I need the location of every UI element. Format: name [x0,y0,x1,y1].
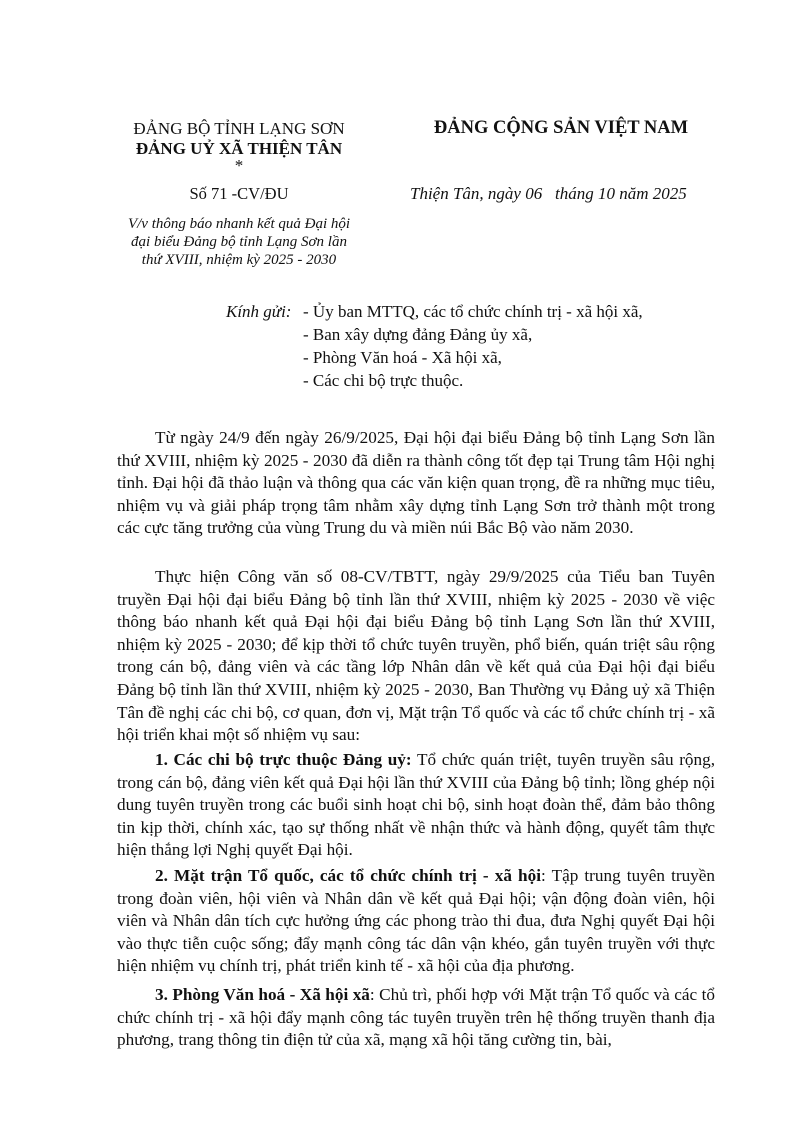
recipient-item: - Phòng Văn hoá - Xã hội xã, [303,348,502,367]
body-paragraph-request: Thực hiện Công văn số 08-CV/TBTT, ngày 29/9/2025 của Tiểu ban Tuyên truyền Đại hội đại biểu Đảng bộ tỉnh lần thứ XVIII, nhiệm kỳ 2025 - 2030 về việc thông báo nhanh kết quả Đại hội đại biểu Đảng bộ tỉnh Lạng Sơn lần thứ XVIII, nhiệm kỳ 2025 - 2030; để kịp thời tổ chức tuyên truyền, phổ biến, quán triệt sâu rộng trong cán bộ, đảng viên và các tầng lớp Nhân dân về kết quả của Đại hội đại biểu Đảng bộ tỉnh lần thứ XVIII, nhiệm kỳ 2025 - 2030, Ban Thường vụ Đảng uỷ xã Thiện Tân đề nghị các chi bộ, cơ quan, đơn vị, Mặt trận Tổ quốc và các tổ chức chính trị - xã hội triển khai một số nhiệm vụ sau: [117,567,715,745]
task-item-text: : Tập trung tuyên truyền trong đoàn viên, hội viên và Nhân dân về kết quả Đại hội; vận động đoàn viên, hội viên và Nhân dân tích cực hưởng ứng các phong trào thi đua, đưa Nghị quyết Đại hội vào thực tiễn cuộc sống; đẩy mạnh công tác dân vận khéo, gắn tuyên truyền với thực hiện nhiệm vụ chính trị, phát triển kinh tế - xã hội của địa phương. [117,866,716,976]
task-item-title: 3. Phòng Văn hoá - Xã hội xã [155,985,370,1004]
recipients-label: Kính gửi: [226,302,292,321]
org-line-commune: ĐẢNG UỶ XÃ THIỆN TÂN [135,139,343,158]
task-item-front-organizations [117,865,715,978]
subject-line: đại biểu Đảng bộ tỉnh Lạng Sơn lần [131,234,347,250]
recipient-item: - Các chi bộ trực thuộc. [303,371,464,390]
task-item-text: Tổ chức quán triệt, tuyên truyền sâu rộng, trong cán bộ, đảng viên kết quả Đại hội lần thứ XVIII của Đảng bộ tỉnh; lồng ghép nội dung tuyên truyền trong các buổi sinh hoạt chi bộ, sinh hoạt đoàn thể, đảm bảo thông tin kịp thời, chính xác, tạo sự thống nhất về nhận thức và hành động, quyết tâm thực hiện thắng lợi Nghị quyết Đại hội. [117,750,715,860]
task-item-text: : Chủ trì, phối hợp với Mặt trận Tổ quốc và các tổ chức chính trị - xã hội đẩy mạnh công tác tuyên truyền trên hệ thống truyền thanh địa phương, trang thông tin điện tử của xã, mạng xã hội tăng cường tin, bài, [117,985,715,1050]
task-item-title: 1. Các chi bộ trực thuộc Đảng uỷ: [155,750,412,769]
recipients-list [303,300,723,392]
org-line-provincial: ĐẢNG BỘ TỈNH LẠNG SƠN [133,119,345,138]
separator-star: * [234,156,244,175]
document-number: Số 71 -CV/ĐU [189,184,289,203]
body-paragraph-intro: Từ ngày 24/9 đến ngày 26/9/2025, Đại hội đại biểu Đảng bộ tỉnh Lạng Sơn lần thứ XVIII, nhiệm kỳ 2025 - 2030 đã diễn ra thành công tốt đẹp tại Trung tâm Hội nghị tỉnh. Đại hội đã thảo luận và thông qua các văn kiện quan trọng, đề ra những mục tiêu, nhiệm vụ và giải pháp trọng tâm nhằm xây dựng tỉnh Lạng Sơn trở thành một trong các cực tăng trưởng của vùng Trung du và miền núi Bắc Bộ vào năm 2030. [117,428,715,538]
task-item-party-cells [117,749,715,862]
document-subject [112,215,366,269]
task-item-culture-office [117,984,715,1052]
recipient-item: - Ban xây dựng đảng Đảng ủy xã, [303,325,533,344]
subject-line: thứ XVIII, nhiệm kỳ 2025 - 2030 [141,252,337,268]
place-date: Thiện Tân, ngày 06 tháng 10 năm 2025 [410,184,687,203]
party-name: ĐẢNG CỘNG SẢN VIỆT NAM [433,118,689,138]
recipient-item: - Ủy ban MTTQ, các tổ chức chính trị - xã hội xã, [303,302,643,321]
issuing-org-block [112,119,366,173]
subject-line: V/v thông báo nhanh kết quả Đại hội [127,216,351,232]
task-item-title: 2. Mặt trận Tổ quốc, các tổ chức chính trị - xã hội [155,866,541,885]
